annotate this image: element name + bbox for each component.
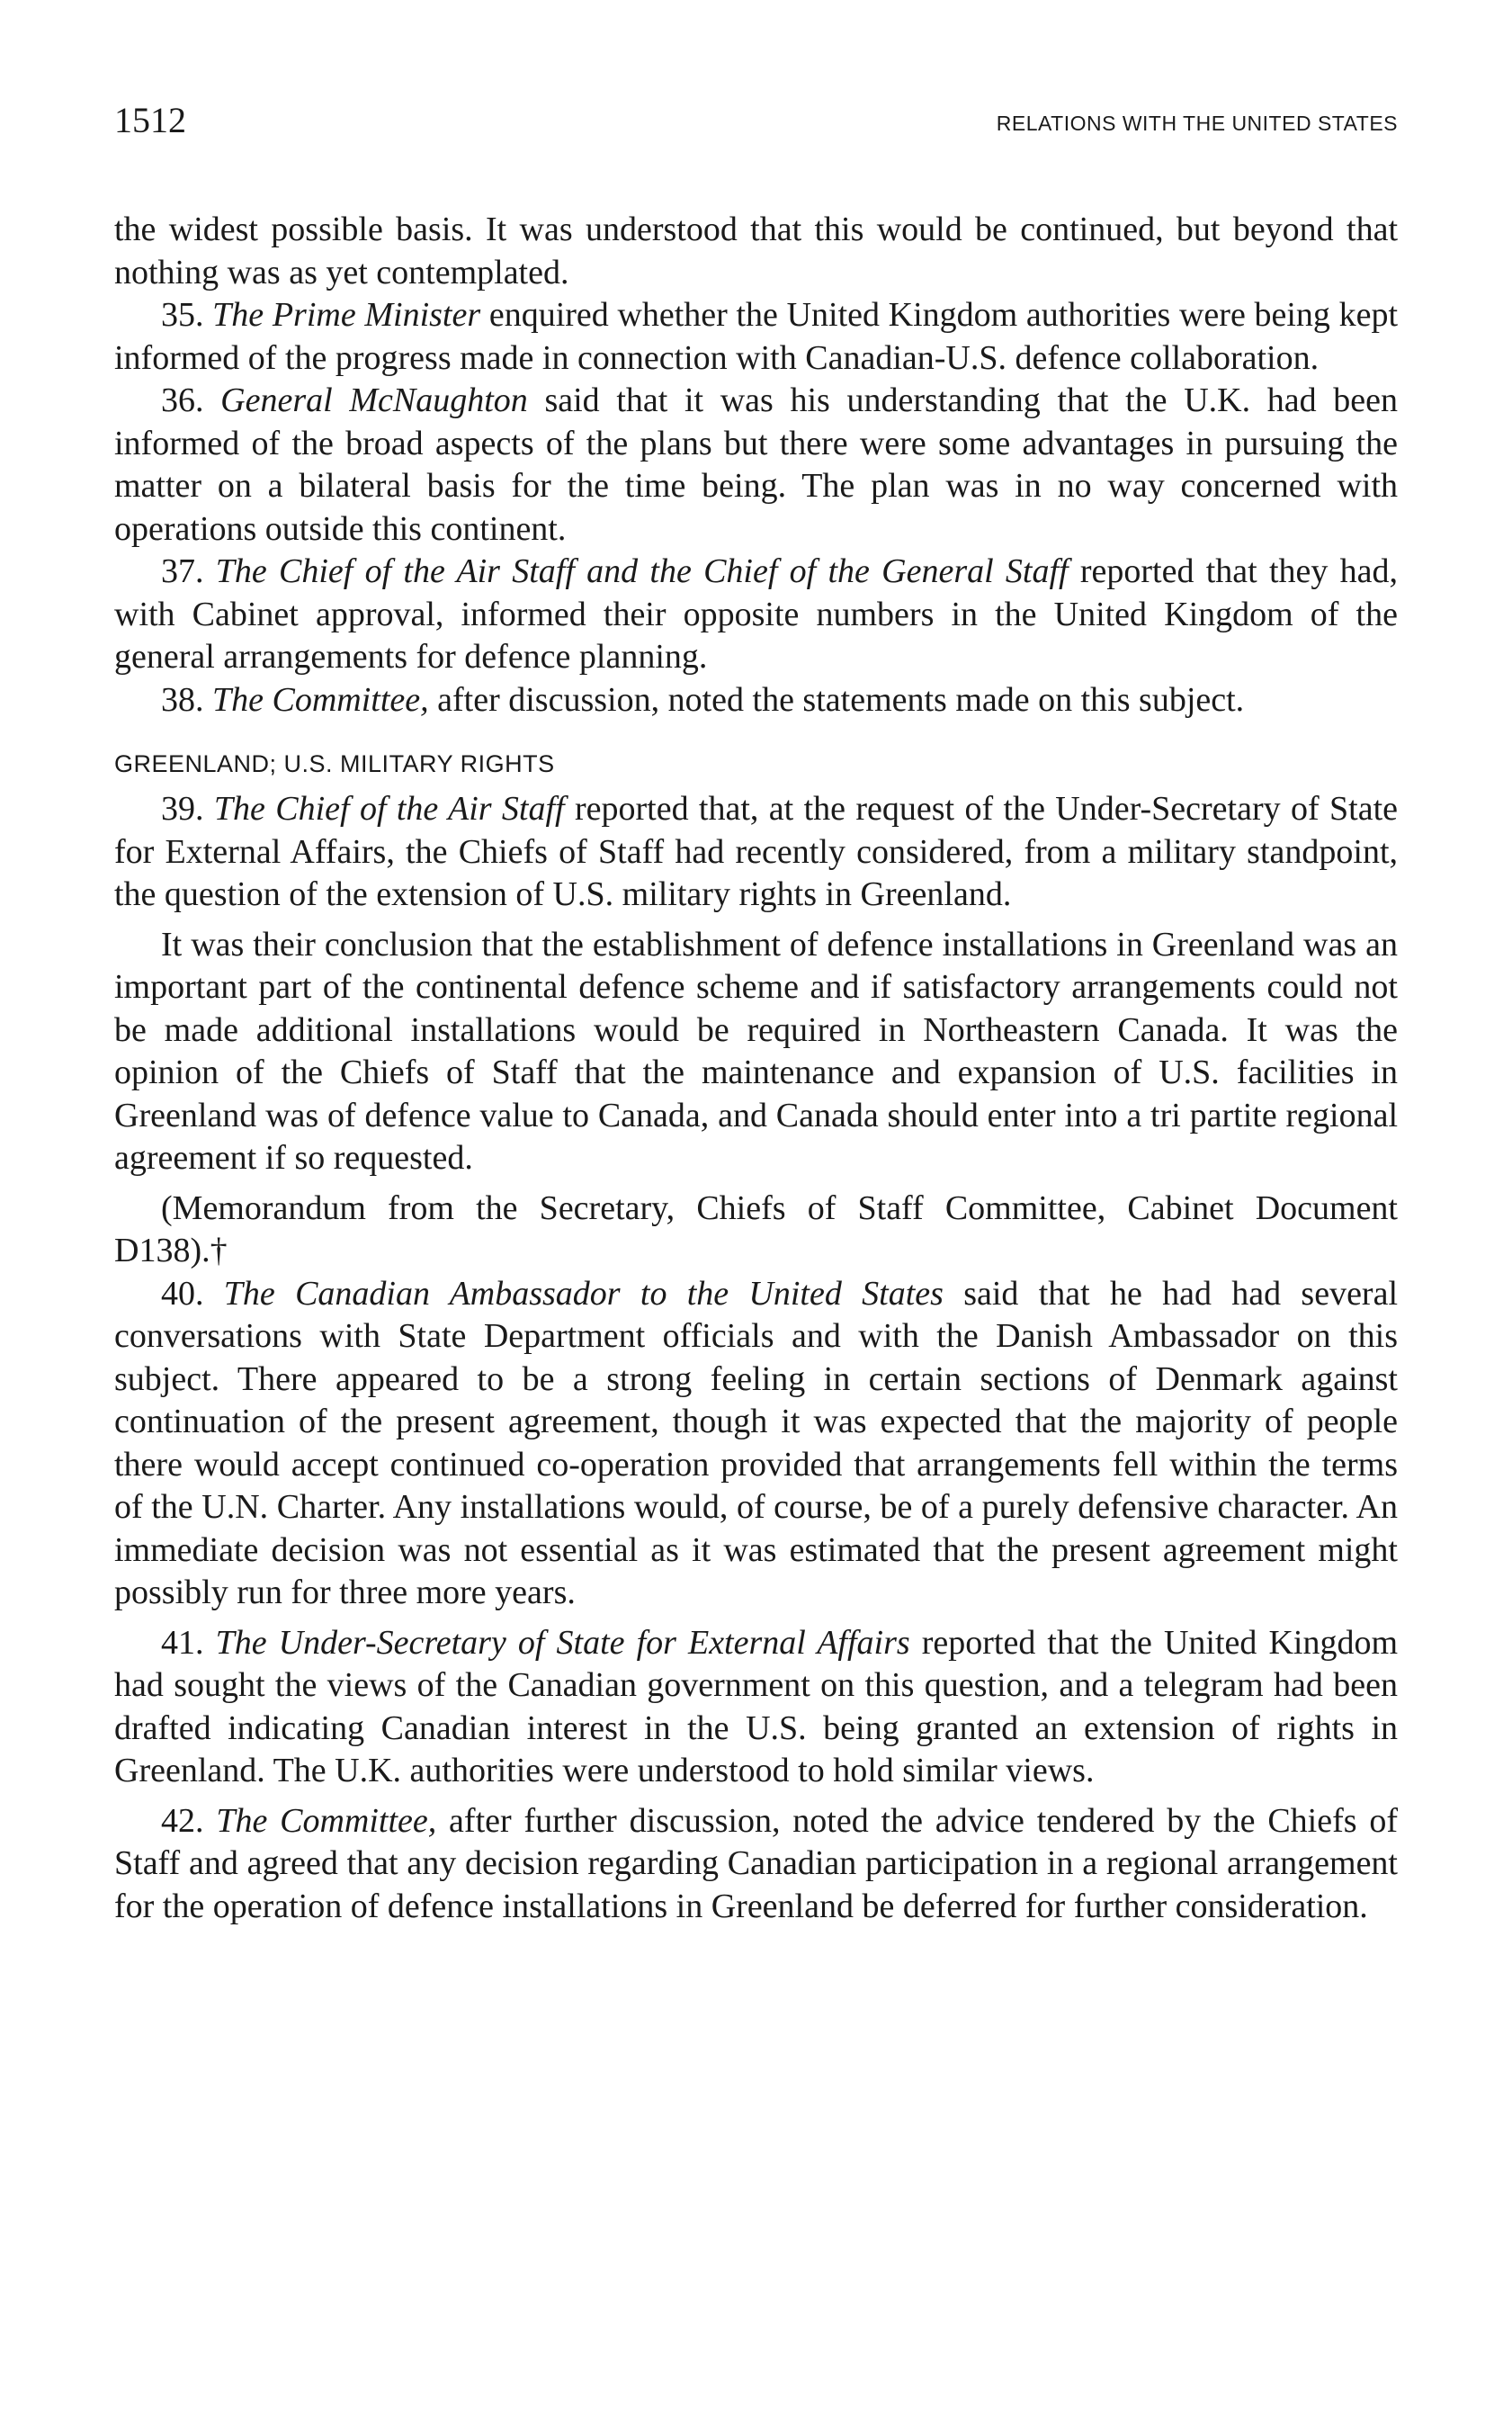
paragraph-text: reported that they had, with Cabinet approval, informed their opposite numbers in the United Kingdom of the general arrangements for defence planning.	[114, 552, 1399, 676]
paragraph-text: It was their conclusion that the establishment of defence installations in Greenland was an important part of the continental defence scheme and if satisfactory arrangements could not be made additional installations would be required in Northeastern Canada. It was the opinion of the Chiefs of Staff that the maintenance and expansion of U.S. facilities in Greenland was of defence value to Canada, and Canada should enter into a tri partite regional agreement if so requested.	[114, 925, 1398, 1177]
speaker-name: The Committee,	[216, 1801, 437, 1840]
paragraph-text: the widest possible basis. It was understood that this would be continued, but beyond that nothing was as yet contemplated.	[114, 211, 1398, 291]
paragraph-text: after discussion, noted the statements made on this subject.	[428, 680, 1245, 719]
paragraph-number: 42.	[161, 1801, 204, 1840]
paragraph-number: 40.	[161, 1274, 204, 1313]
paragraph-36	[114, 380, 1398, 551]
speaker-name: The Prime Minister	[212, 296, 481, 334]
paragraph-40	[114, 1273, 1398, 1615]
paragraph-text: said that it was his understanding that the U.K. had been informed of the broad aspects of the plans but there were some advantages in pursuing the matter on a bilateral basis for the time being. The plan was in no way concerned with operations outside this continent.	[114, 381, 1398, 548]
paragraph-37	[114, 551, 1398, 679]
paragraph-number: 37.	[161, 552, 204, 590]
paragraph-number: 41.	[161, 1623, 204, 1662]
paragraph-text: enquired whether the United Kingdom authorities were being kept informed of the progress made in connection with Canadian-U.S. defence collaboration.	[114, 296, 1398, 377]
speaker-name: The Canadian Ambassador to the United States	[223, 1274, 944, 1313]
paragraph-39-reference	[114, 1188, 1398, 1273]
speaker-name: General McNaughton	[220, 381, 528, 419]
paragraph-number: 36.	[161, 381, 204, 419]
paragraph-41	[114, 1622, 1398, 1793]
paragraph-text: (Memorandum from the Secretary, Chiefs of Staff Committee, Cabinet Document D138).†	[114, 1188, 1398, 1269]
paragraph-39	[114, 788, 1398, 917]
paragraph-39-conclusion	[114, 924, 1398, 1180]
paragraph-35	[114, 294, 1398, 380]
running-head: RELATIONS WITH THE UNITED STATES	[996, 112, 1398, 135]
paragraph-text: said that he had had several conversations with State Department officials and with the Danish Ambassador on this subject. There appeared to be a strong feeling in certain sections of Denmark against continuation of the present agreement, though it was expected that the majority of people there would accept continued co-operation provided that arrangements fell within the terms of the U.N. Charter. Any installations would, of course, be of a purely defensive character. An immediate decision was not essential as it was estimated that the present agreement might possibly run for three more years.	[114, 1274, 1399, 1611]
page-body	[114, 209, 1398, 1928]
paragraph-38	[114, 679, 1398, 722]
paragraph-text: after further discussion, noted the advice tendered by the Chiefs of Staff and agreed that any decision regarding Canadian participation in a regional arrangement for the operation of defence installations in Greenland be deferred for further consideration.	[114, 1801, 1399, 1925]
speaker-name: The Committee,	[212, 680, 429, 719]
paragraph-number: 35.	[161, 296, 204, 334]
paragraph-42	[114, 1800, 1398, 1929]
paragraph-continued	[114, 209, 1398, 294]
speaker-name: The Chief of the Air Staff and the Chief of the General Staff	[215, 552, 1069, 590]
page-number: 1512	[114, 100, 186, 140]
paragraph-text: reported that, at the request of the Under-Secretary of State for External Affairs, the Chiefs of Staff had recently considered, from a military standpoint, the question of the extension of U.S. military rights in Greenland.	[114, 790, 1398, 913]
page-header	[114, 99, 1398, 153]
speaker-name: The Under-Secretary of State for External Affairs	[215, 1623, 910, 1662]
section-heading: GREENLAND; U.S. MILITARY RIGHTS	[114, 750, 555, 777]
paragraph-text: reported that the United Kingdom had sought the views of the Canadian government on this question, and a telegram had been drafted indicating Canadian interest in the U.S. being granted an extension of rights in Greenland. The U.K. authorities were understood to hold similar views.	[114, 1623, 1398, 1789]
paragraph-number: 39.	[161, 790, 204, 828]
speaker-name: The Chief of the Air Staff	[213, 790, 565, 828]
paragraph-number: 38.	[161, 680, 204, 719]
